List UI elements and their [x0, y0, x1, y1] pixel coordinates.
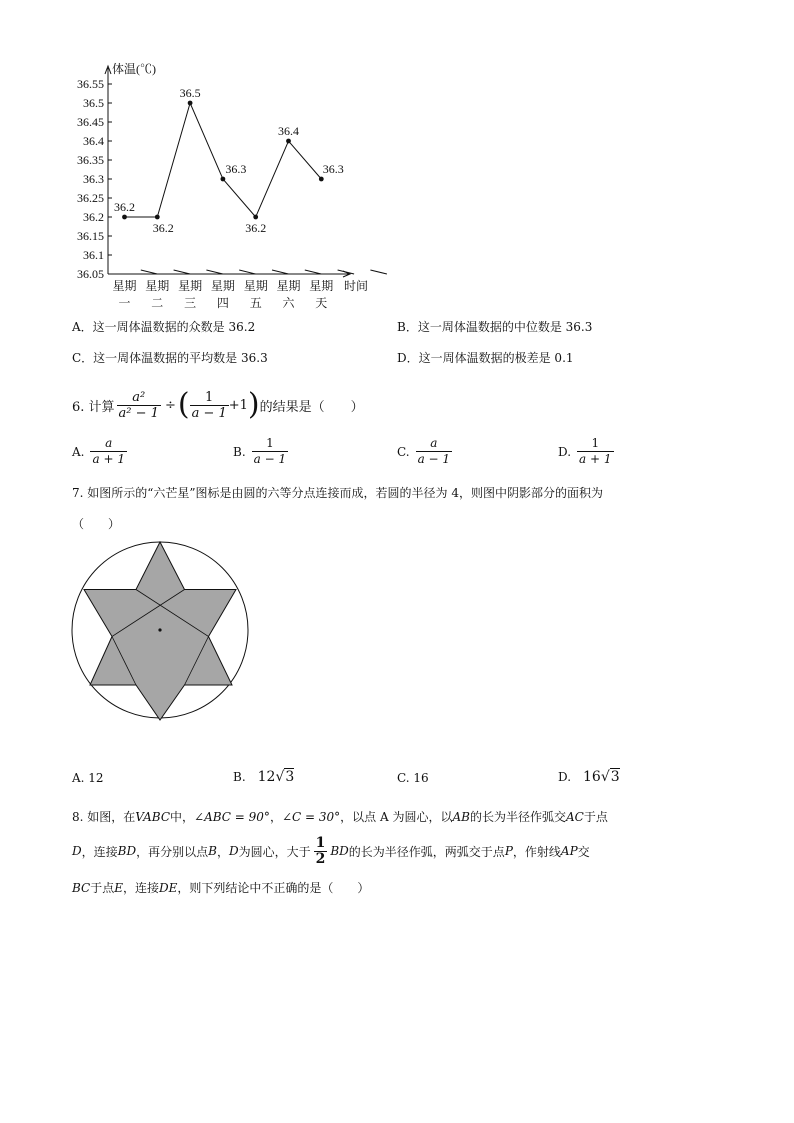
y-tick-label: 36.45 — [77, 115, 104, 129]
q7-question-line2: （ ） — [72, 517, 121, 531]
y-tick-label: 36.5 — [83, 96, 104, 110]
y-tick-label: 36.15 — [77, 229, 104, 243]
data-label: 36.5 — [179, 86, 201, 100]
q8-question-line3 — [72, 879, 369, 896]
q7-option-c: C. 16 — [397, 771, 429, 785]
q6-left-paren: ( — [177, 387, 190, 422]
q8-text: 于点 — [583, 810, 608, 824]
q6-option-a-den: a + 1 — [92, 452, 125, 466]
x-category-label: 五 — [249, 296, 262, 310]
q6-inner-denominator: a − 1 — [191, 405, 227, 421]
chart-axes — [105, 61, 368, 293]
q6-suffix: 的结果是（ ） — [259, 399, 364, 415]
x-category-label: 四 — [216, 296, 229, 310]
data-point — [286, 139, 291, 144]
data-point — [122, 215, 127, 220]
x-category-label: 二 — [151, 296, 164, 310]
q6-option-a — [72, 436, 127, 467]
q8-text: ，连接 — [123, 881, 160, 895]
q8-math: D — [228, 844, 239, 858]
q6-option-c-fraction — [416, 436, 452, 467]
q6-prefix: 6. 计算 — [72, 399, 115, 415]
hexagram-center-point — [158, 628, 161, 631]
x-category-label: 六 — [282, 296, 295, 310]
series-line — [125, 103, 322, 217]
y-tick-label: 36.25 — [77, 191, 104, 205]
data-label: 36.4 — [278, 124, 299, 138]
q6-option-c-label: C. — [397, 444, 410, 459]
y-tick-label: 36.4 — [83, 134, 104, 148]
q6-frac-denominator: a² − 1 — [118, 405, 159, 421]
x-category-label: 星期 — [145, 279, 170, 293]
data-label: 36.2 — [245, 221, 267, 235]
q7-question-line1: 7. 如图所示的“六芒星”图标是由圆的六等分点连接而成，若圆的半径为 4，则图中阴影部分的面积为 — [72, 486, 603, 500]
q7-option-b-label: B. — [233, 770, 246, 784]
q6-option-a-num: a — [90, 436, 126, 452]
q7-option-b-coef: 12 — [257, 769, 276, 785]
q8-math: AC — [565, 810, 584, 824]
q7-option-d — [558, 768, 620, 785]
q5-option-c: C．这一周体温数据的平均数是 36.3 — [72, 351, 268, 365]
q7-option-d-coef: 16 — [583, 769, 601, 785]
x-axis-title: 时间 — [344, 279, 369, 293]
chart-y-ticks — [77, 77, 112, 281]
q6-right-paren: ) — [247, 387, 260, 422]
sqrt-icon: √ — [600, 769, 610, 785]
q6-option-d — [558, 436, 614, 467]
q8-text: 的长为半径作弧交 — [469, 810, 566, 824]
q8-half-fraction — [314, 836, 328, 867]
x-category-label: 星期 — [243, 279, 268, 293]
q8-text: ，再分别以点 — [136, 844, 209, 859]
q6-inner-numerator: 1 — [190, 390, 229, 406]
q6-frac-numerator: a² — [117, 390, 161, 406]
data-label: 36.3 — [322, 162, 344, 176]
x-category-label: 星期 — [178, 279, 203, 293]
q6-option-a-fraction — [90, 436, 126, 467]
y-tick-label: 36.05 — [77, 267, 104, 281]
x-category-label: 天 — [315, 296, 328, 310]
y-axis-title: 体温(℃) — [112, 62, 156, 76]
y-tick-label: 36.55 — [77, 77, 104, 91]
x-tick-mark — [305, 270, 322, 274]
q6-option-b-den: a − 1 — [253, 452, 287, 466]
q7-option-b — [233, 768, 294, 785]
q8-half-num: 1 — [315, 834, 326, 851]
q6-option-c-den: a − 1 — [417, 452, 451, 466]
q6-plus-one: +1 — [228, 397, 248, 413]
data-point — [155, 215, 160, 220]
q8-text: 的长为半径作弧，两弧交于点 — [348, 844, 505, 859]
x-tick-mark — [206, 270, 223, 274]
q8-math: P — [504, 844, 513, 858]
q6-option-d-num: 1 — [577, 436, 613, 452]
data-point — [188, 101, 193, 106]
q8-text: 交 — [577, 844, 590, 859]
x-tick-mark — [239, 270, 256, 274]
q8-math: DE — [159, 881, 178, 895]
q5-option-b: B．这一周体温数据的中位数是 36.3 — [397, 320, 593, 334]
x-category-label: 星期 — [276, 279, 301, 293]
q8-half-den: 2 — [315, 850, 326, 867]
q8-math: E — [114, 881, 124, 895]
q6-option-b-num: 1 — [252, 436, 288, 452]
q6-option-c — [397, 436, 452, 467]
q8-text: ， — [269, 810, 282, 824]
q6-question — [72, 383, 364, 427]
data-point — [319, 177, 324, 182]
q5-option-d: D．这一周体温数据的极差是 0.1 — [397, 351, 574, 365]
data-point — [253, 215, 258, 220]
q8-text: ，连接 — [81, 844, 118, 859]
q8-math: BD — [117, 844, 137, 858]
q8-text: 中， — [170, 810, 195, 824]
y-tick-label: 36.3 — [83, 172, 104, 186]
q8-text: 为圆心，大于 — [238, 844, 311, 859]
hexagram-figure — [60, 530, 260, 730]
y-tick-label: 36.2 — [83, 210, 104, 224]
q8-text: 于点 — [90, 881, 115, 895]
q6-option-b-label: B. — [233, 444, 246, 459]
x-tick-mark — [174, 270, 191, 274]
y-tick-label: 36.35 — [77, 153, 104, 167]
q8-text: ，以点 A 为圆心，以 — [340, 810, 453, 824]
q8-math: D — [72, 844, 82, 858]
x-tick-mark — [141, 270, 158, 274]
q8-question-line2 — [72, 832, 590, 870]
data-label: 36.3 — [225, 162, 247, 176]
x-tick-mark — [272, 270, 289, 274]
q6-option-d-fraction — [577, 436, 613, 467]
q6-option-d-label: D. — [558, 444, 572, 459]
q5-option-a: A．这一周体温数据的众数是 36.2 — [72, 320, 256, 334]
q8-math: ∠ABC = 90° — [194, 810, 270, 824]
chart-series — [114, 86, 344, 235]
q6-option-c-num: a — [416, 436, 452, 452]
q7-option-d-label: D. — [558, 770, 572, 784]
q8-text: ，作射线 — [512, 844, 561, 859]
x-category-label: 星期 — [210, 279, 235, 293]
q8-math: VABC — [135, 810, 171, 824]
data-point — [221, 177, 226, 182]
q6-fraction-left — [117, 390, 161, 421]
x-category-label: 星期 — [309, 279, 334, 293]
q8-question-line1 — [72, 808, 608, 825]
q8-math: B — [208, 844, 217, 858]
q8-math: BC — [72, 881, 91, 895]
q6-option-a-label: A. — [72, 444, 85, 459]
q8-text: ， — [216, 844, 229, 859]
q7-option-d-radicand: 3 — [610, 769, 620, 785]
x-category-label: 一 — [118, 296, 131, 310]
q6-option-d-den: a + 1 — [579, 452, 612, 466]
q8-math: AP — [560, 844, 578, 858]
q8-math: BD — [330, 844, 349, 858]
q7-option-b-radicand: 3 — [285, 769, 295, 785]
temperature-line-chart — [0, 0, 794, 320]
data-label: 36.2 — [114, 200, 135, 214]
q8-math: AB — [452, 810, 470, 824]
q6-divide-sign: ÷ — [164, 397, 176, 413]
q8-text: ，则下列结论中不正确的是（ ） — [177, 881, 370, 895]
data-label: 36.2 — [152, 221, 174, 235]
q6-option-b — [233, 436, 288, 467]
x-category-label: 星期 — [112, 279, 137, 293]
q8-text: 8. 如图，在 — [72, 810, 136, 824]
q6-option-b-fraction — [252, 436, 288, 467]
x-tick-mark — [370, 270, 387, 274]
q8-math: ∠C = 30° — [281, 810, 341, 824]
x-tick-mark — [338, 270, 355, 274]
sqrt-icon: √ — [275, 769, 285, 785]
y-tick-label: 36.1 — [83, 248, 104, 262]
q6-fraction-inner — [190, 390, 229, 421]
x-category-label: 三 — [184, 296, 197, 310]
q7-option-a: A. 12 — [72, 771, 104, 785]
